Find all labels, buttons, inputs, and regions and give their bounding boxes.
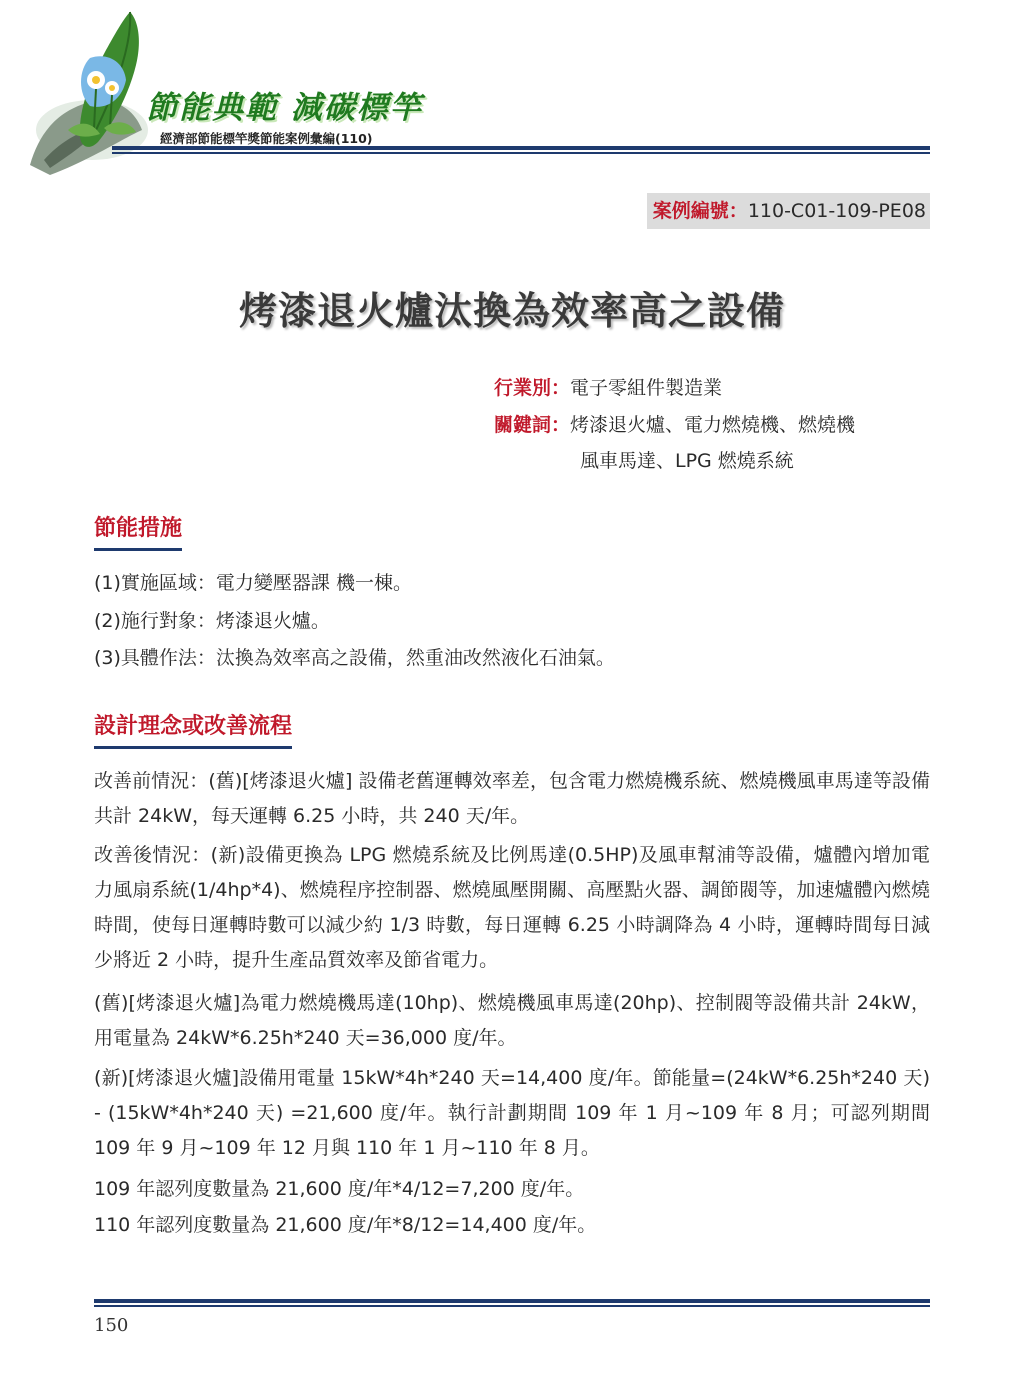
industry-row bbox=[494, 373, 722, 400]
section-heading-measures: 節能措施 bbox=[94, 511, 182, 551]
body-paragraph: 改善後情況：(新)設備更換為 LPG 燃燒系統及比例馬達(0.5HP)及風車幫浦等設備，爐體內增加電力風扇系統(1/4hp*4)、燃燒程序控制器、燃燒風壓開關、高壓點火器、調節閥等，加速爐體內燃燒時間，使每日運轉時數可以減少約 1/3 時數，每日運轉 6.25 小時調降為 4 小時，運轉時間每日減少將近 2 小時，提升生產品質效率及節省電力。 bbox=[94, 844, 930, 971]
page-number: 150 bbox=[94, 1315, 129, 1336]
page-title: 烤漆退火爐汰換為效率高之設備 bbox=[238, 289, 785, 333]
header-divider-thin bbox=[112, 152, 930, 154]
industry-label: 行業別： bbox=[494, 377, 571, 399]
footer-divider bbox=[94, 1299, 930, 1303]
body-paragraph: 109 年認列度數量為 21,600 度/年*4/12=7,200 度/年。 bbox=[94, 1178, 585, 1200]
body-paragraph: 改善前情況：(舊)[烤漆退火爐] 設備老舊運轉效率差，包含電力燃燒機系統、燃燒機風車馬達等設備共計 24kW，每天運轉 6.25 小時，共 240 天/年。 bbox=[94, 770, 930, 827]
body-paragraph: 110 年認列度數量為 21,600 度/年*8/12=14,400 度/年。 bbox=[94, 1214, 597, 1236]
case-number-badge bbox=[647, 193, 930, 229]
section-heading-design: 設計理念或改善流程 bbox=[94, 709, 292, 749]
header-divider bbox=[112, 146, 930, 150]
measure-item: (2)施行對象：烤漆退火爐。 bbox=[94, 610, 330, 632]
keywords-row bbox=[494, 410, 855, 437]
measure-item: (3)具體作法：汰換為效率高之設備，然重油改然液化石油氣。 bbox=[94, 647, 615, 669]
keywords-value-line1: 烤漆退火爐、電力燃燒機、燃燒機 bbox=[570, 414, 856, 436]
brand-subtitle: 經濟部節能標竿獎節能案例彙編(110) bbox=[160, 131, 373, 146]
keywords-label: 關鍵詞： bbox=[494, 414, 571, 436]
body-paragraph: (新)[烤漆退火爐]設備用電量 15kW*4h*240 天=14,400 度/年。節能量=(24kW*6.25h*240 天) - (15kW*4h*240 天) =21,600 度/年。執行計劃期間 109 年 1 月~109 年 8 月；可認列期間 109 年 9 月~109 年 12 月與 110 年 1 月~110 年 8 月。 bbox=[94, 1067, 930, 1159]
case-number-label: 案例編號： bbox=[652, 200, 748, 222]
measure-item: (1)實施區域：電力變壓器課 機一棟。 bbox=[94, 572, 412, 594]
keywords-value-line2: 風車馬達、LPG 燃燒系統 bbox=[580, 450, 794, 472]
taiwan-leaf-logo bbox=[20, 10, 160, 185]
industry-value: 電子零組件製造業 bbox=[570, 377, 723, 399]
brand-title: 節能典範 減碳標竿 bbox=[146, 90, 423, 126]
footer-divider-thin bbox=[94, 1305, 930, 1307]
body-paragraph: (舊)[烤漆退火爐]為電力燃燒機馬達(10hp)、燃燒機風車馬達(20hp)、控制閥等設備共計 24kW，用電量為 24kW*6.25h*240 天=36,000 度/年。 bbox=[94, 992, 930, 1049]
case-number-value: 110-C01-109-PE08 bbox=[747, 200, 926, 222]
keywords-row-continued bbox=[580, 446, 794, 473]
